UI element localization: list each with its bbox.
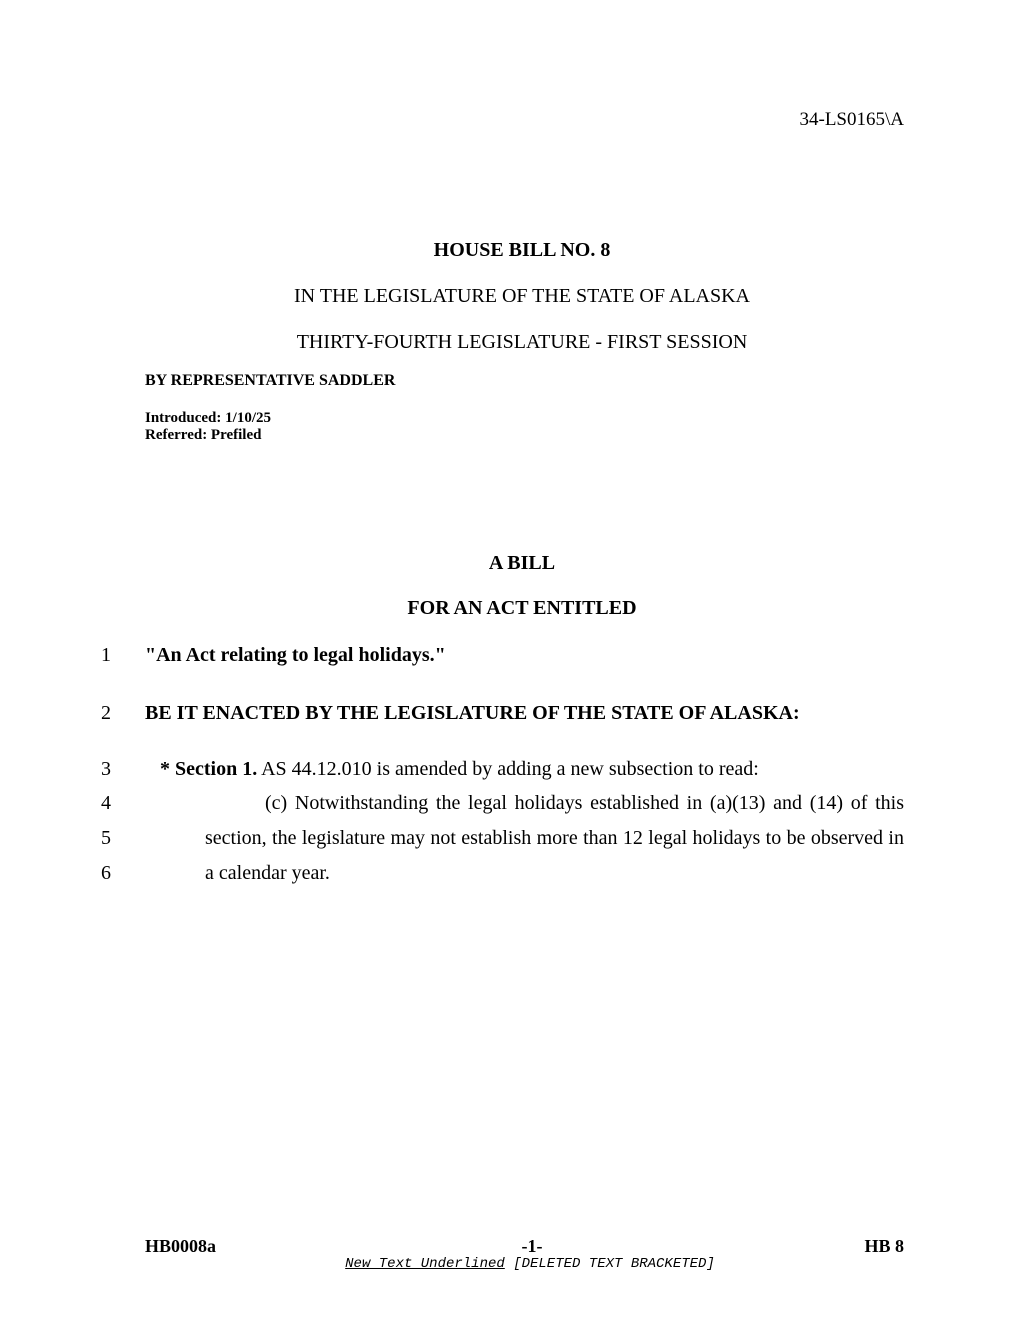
a-bill-heading: A BILL	[488, 552, 556, 574]
subsection-c-end: a calendar year.	[205, 862, 330, 884]
footer-doc-code: HB0008a	[145, 1236, 217, 1256]
line-number: 4	[101, 792, 111, 814]
sponsor-line: BY REPRESENTATIVE SADDLER	[145, 372, 396, 389]
footer-bill-label: HB 8	[864, 1236, 904, 1256]
legend-new-text: New Text Underlined	[345, 1256, 505, 1272]
line-number: 5	[101, 827, 111, 849]
enacting-clause: BE IT ENACTED BY THE LEGISLATURE OF THE STATE OF ALASKA:	[145, 702, 800, 724]
bill-number-title: HOUSE BILL NO. 8	[433, 239, 611, 261]
subsection-c-line: (c) Notwithstanding the legal holidays established in (a)(13) and (14) of this	[265, 792, 904, 814]
section-text: AS 44.12.010 is amended by adding a new subsection to read:	[257, 758, 759, 780]
section-one-line	[160, 758, 759, 781]
line-number: 6	[101, 862, 111, 884]
session-heading: THIRTY-FOURTH LEGISLATURE - FIRST SESSION	[296, 331, 748, 353]
legend-deleted-text: [DELETED TEXT BRACKETED]	[504, 1256, 715, 1272]
introduced-date: Introduced: 1/10/25	[145, 410, 271, 426]
act-title-line: "An Act relating to legal holidays."	[145, 644, 446, 666]
subsection-c-continuation: section, the legislature may not establish more than 12 legal holidays to be observed in	[205, 827, 904, 849]
line-number: 1	[101, 644, 111, 666]
line-number: 2	[101, 702, 111, 724]
page-number: -1-	[521, 1236, 543, 1256]
edit-legend	[0, 1256, 1024, 1272]
act-entitled-heading: FOR AN ACT ENTITLED	[407, 597, 637, 619]
section-label: * Section 1.	[160, 758, 258, 780]
legislature-heading: IN THE LEGISLATURE OF THE STATE OF ALASKA	[294, 285, 750, 307]
line-number: 3	[101, 758, 111, 780]
referred-status: Referred: Prefiled	[145, 427, 262, 443]
document-id: 34-LS0165\A	[799, 109, 904, 130]
